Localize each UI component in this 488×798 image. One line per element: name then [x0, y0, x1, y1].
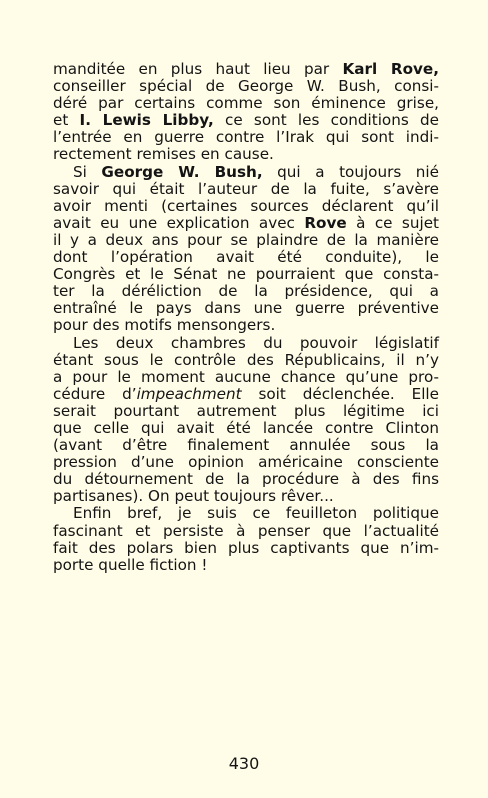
text-segment: fascinant et persiste à penser que l’actualité [53, 521, 439, 540]
text-segment: porte quelle fiction ! [53, 555, 208, 574]
text-segment: du détournement de la procédure à des fins [53, 470, 439, 489]
page-number: 430 [228, 754, 260, 773]
text-line [53, 540, 439, 557]
text-segment: Les deux chambres du pouvoir législatif [73, 333, 439, 352]
text-line [53, 557, 439, 574]
text-segment: pour des motifs mensongers. [53, 316, 276, 335]
text-segment: cédure d’ [53, 384, 137, 403]
text-line [53, 386, 439, 403]
text-segment: l’entrée en guerre contre l’Irak qui sont indi- [53, 128, 439, 147]
text-line [53, 523, 439, 540]
text-line [53, 61, 439, 78]
text-segment: ter la déréliction de la présidence, qui a [53, 282, 439, 301]
text-segment: rectement remises en cause. [53, 145, 274, 164]
text-line [53, 437, 439, 454]
italic-term: impeachment [136, 384, 242, 403]
text-segment: qui a toujours nié [262, 162, 439, 181]
text-line [53, 403, 439, 420]
text-segment: serait pourtant autrement plus légitime ici [53, 401, 439, 420]
text-line [53, 232, 439, 249]
text-segment: à ce sujet [346, 213, 439, 232]
text-segment: entraîné le pays dans une guerre préventive [53, 299, 439, 318]
text-segment: dont l’opération avait été conduite), le [53, 248, 439, 267]
text-line [53, 78, 439, 95]
text-line [53, 198, 439, 215]
text-segment: pression d’une opinion américaine consciente [53, 453, 439, 472]
bold-name: I. Lewis Libby, [79, 111, 214, 130]
text-segment: que celle qui avait été lancée contre Clinton [53, 418, 439, 437]
text-segment: conseiller spécial de George W. Bush, consi- [53, 77, 439, 96]
text-line [53, 454, 439, 471]
paragraph [53, 505, 439, 573]
text-segment: déré par certains comme son éminence grise, [53, 94, 439, 113]
text-line [53, 283, 439, 300]
text-segment: (avant d’être finalement annulée sous la [53, 436, 439, 455]
text-line [53, 420, 439, 437]
text-line [53, 112, 439, 129]
text-line [53, 129, 439, 146]
text-segment: avoir menti (certaines sources déclarent qu’il [53, 196, 439, 215]
bold-name: George W. Bush, [101, 162, 263, 181]
text-segment: manditée en plus haut lieu par [53, 60, 343, 78]
text-segment: étant sous le contrôle des Républicains, il n’y [53, 350, 439, 369]
text-line [53, 146, 439, 163]
text-segment: Enfin bref, je suis ce feuilleton politique [73, 504, 439, 523]
text-line [53, 369, 439, 386]
body-text [53, 61, 439, 574]
text-line [53, 95, 439, 112]
text-line [53, 300, 439, 317]
text-segment: savoir qui était l’auteur de la fuite, s’avère [53, 179, 439, 198]
text-segment: avait eu une explication avec [53, 213, 305, 232]
text-line [53, 215, 439, 232]
paragraph [53, 61, 439, 164]
bold-name: Rove [304, 213, 347, 232]
text-line [53, 249, 439, 266]
paragraph [53, 335, 439, 506]
text-segment: ce sont les conditions de [213, 111, 439, 130]
text-segment: soit déclenchée. Elle [241, 384, 439, 403]
bold-name: Karl Rove, [342, 60, 439, 78]
text-line [53, 266, 439, 283]
text-line [53, 181, 439, 198]
text-line [53, 352, 439, 369]
text-line [53, 488, 439, 505]
paragraph [53, 164, 439, 335]
text-line [53, 164, 439, 181]
text-line [53, 317, 439, 334]
text-line [53, 505, 439, 522]
text-segment: Congrès et le Sénat ne pourraient que consta- [53, 265, 439, 284]
text-line [53, 471, 439, 488]
text-segment: a pour le moment aucune chance qu’une pro- [53, 367, 439, 386]
text-segment: Si [73, 162, 102, 181]
text-line [53, 335, 439, 352]
text-segment: fait des polars bien plus captivants que n’im- [53, 538, 439, 557]
text-segment: partisanes). On peut toujours rêver... [53, 487, 334, 506]
text-segment: et [53, 111, 80, 130]
text-segment: il y a deux ans pour se plaindre de la manière [53, 230, 439, 249]
